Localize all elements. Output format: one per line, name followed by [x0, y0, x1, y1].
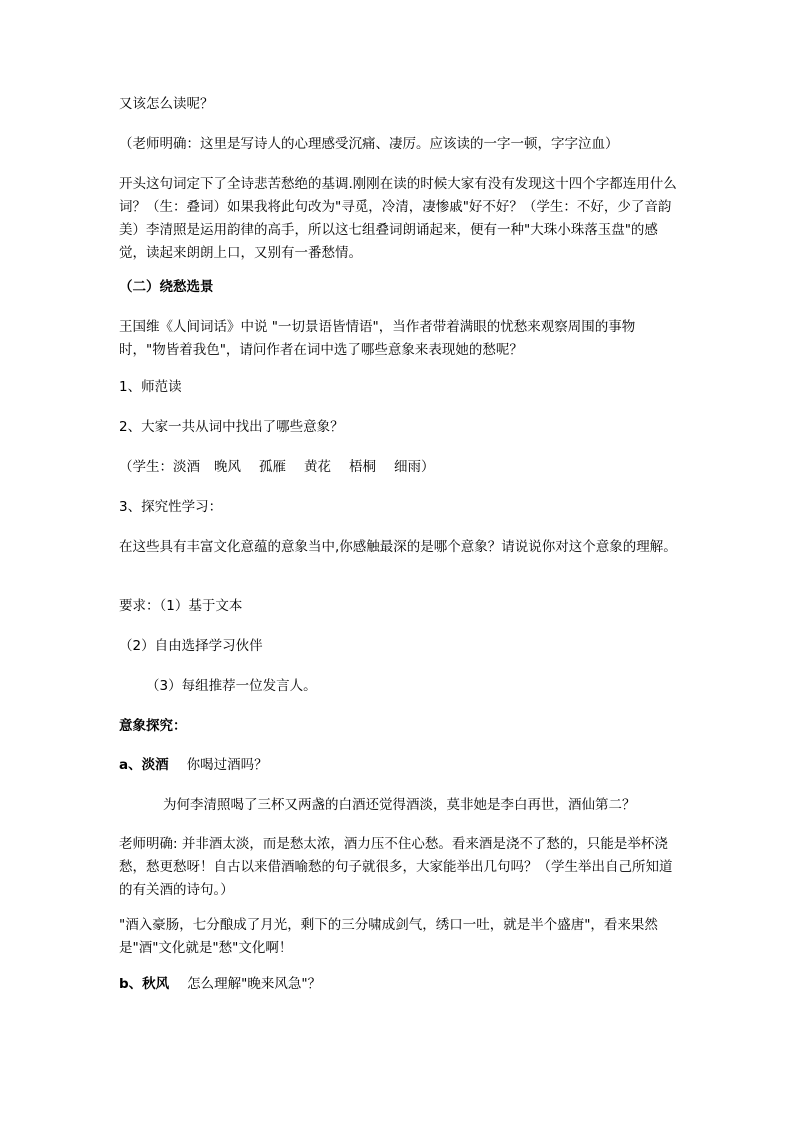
paragraph-question: 又该怎么读呢？ — [119, 96, 214, 112]
paragraph-imagery-list — [119, 456, 679, 479]
paragraph-teacher-wine: 老师明确: 并非酒太淡，而是愁太浓，酒力压不住心愁。看来酒是浇不了愁的，只能是举杯浇愁，愁更愁呀！自古以来借酒喻愁的句子就很多，大家能举出几句吗？（学生举出自己所知道的有关酒的诗句。） — [119, 836, 673, 898]
imagery-a-question: 你喝过酒吗？ — [186, 757, 268, 773]
section-heading-3: 意象探究： — [119, 718, 187, 734]
imagery-a-label: a、淡酒 — [119, 757, 169, 773]
paragraph-poem-quote: "酒入豪肠，七分酿成了月光，剩下的三分啸成剑气，绣口一吐，就是半个盛唐"，看来果然是"酒"文化就是"愁"文化啊！ — [119, 917, 658, 956]
imagery-b-line — [119, 973, 679, 996]
paragraph-inquiry: 在这些具有丰富文化意蕴的意象当中,你感触最深的是哪个意象？请说说你对这个意象的理解。 — [119, 539, 677, 555]
list-item-1: 1、师范读 — [119, 379, 182, 395]
requirement-1: 要求：（1）基于文本 — [119, 598, 243, 614]
requirement-3: （3）每组推荐一位发言人。 — [146, 678, 317, 694]
imagery-item: 黄花 — [304, 459, 331, 475]
paragraph-intro: 开头这句词定下了全诗悲苦愁绝的基调.刚刚在读的时候大家有没有发现这十四个字都连用什么词？（生：叠词）如果我将此句改为"寻觅，冷清，凄惨戚"好不好？（学生：不好，少了音韵美）李清照是运用韵律的高手，所以这七组叠词朗诵起来，便有一种"大珠小珠落玉盘"的感觉，读起来朗朗上口，又别有一番愁情。 — [119, 176, 677, 261]
imagery-item: 孤雁 — [259, 459, 286, 475]
imagery-a-line — [119, 754, 679, 777]
imagery-b-question: 怎么理解"晚来风急"？ — [187, 976, 322, 992]
list-item-3: 3、探究性学习： — [119, 499, 223, 515]
imagery-item: 细雨） — [394, 459, 435, 475]
paragraph-wangguowei: 王国维《人间词话》中说 "一切景语皆情语"，当作者带着满眼的忧愁来观察周围的事物时，"物皆着我色"，请问作者在词中选了哪些意象来表现她的愁呢？ — [119, 319, 636, 358]
paragraph-libai: 为何李清照喝了三杯又两盏的白酒还觉得酒淡，莫非她是李白再世，酒仙第二？ — [163, 797, 636, 813]
imagery-item: 晚风 — [214, 459, 241, 475]
imagery-prefix: （学生：淡酒 — [119, 459, 200, 475]
paragraph-teacher-note: （老师明确：这里是写诗人的心理感受沉痛、凄厉。应该读的一字一顿，字字泣血） — [119, 136, 619, 152]
list-item-2: 2、大家一共从词中找出了哪些意象？ — [119, 419, 344, 435]
imagery-item: 梧桐 — [349, 459, 376, 475]
requirement-2: （2）自由选择学习伙伴 — [119, 638, 263, 654]
imagery-b-label: b、秋风 — [119, 976, 170, 992]
section-heading-2: （二）绕愁选景 — [119, 279, 214, 295]
